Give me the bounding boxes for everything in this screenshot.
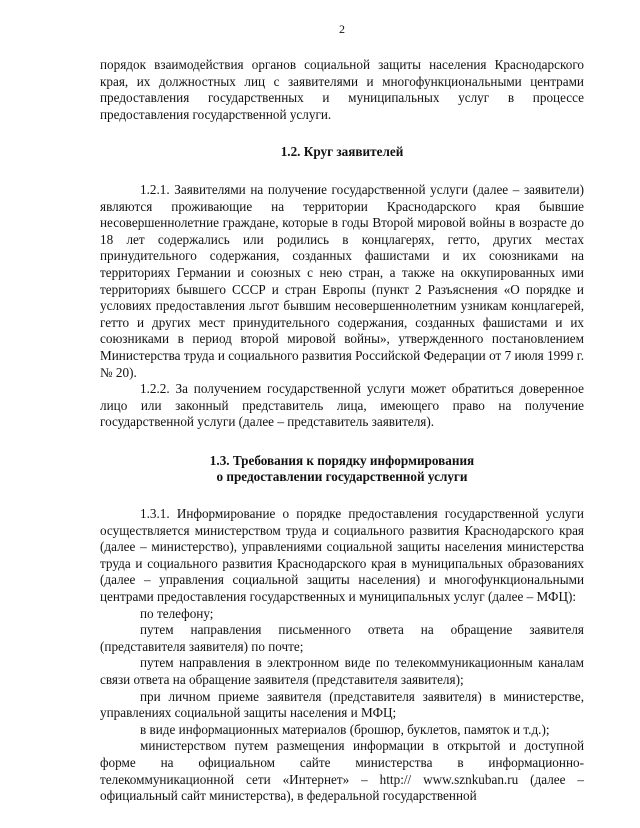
section-1-2-heading: 1.2. Круг заявителей (280, 144, 404, 160)
paragraph-1-3-1: 1.3.1. Информирование о порядке предоставления государственной услуги осуществляется министерством труда и социального развития Краснодарского края (далее – министерство), управлениями социальной защиты населения министерства труда и социального развития Краснодарского края в муниципальных образованиях (далее – управления социальной защиты населения) и многофункциональными центрами предоставления государственных и муниципальных услуг (далее – МФЦ): (100, 506, 584, 605)
list-item: путем направления письменного ответа на обращение заявителя (представителя заявителя) по почте; (100, 622, 584, 654)
list-item: по телефону; (140, 605, 214, 621)
list-item: в виде информационных материалов (брошюр, буклетов, памяток и т.д.); (140, 721, 550, 737)
paragraph-1-2-1: 1.2.1. Заявителями на получение государственной услуги (далее – заявители) являются проживающие на территории Краснодарского края бывшие несовершеннолетние граждане, которые в годы Второй мировой войны в возрасте до 18 лет содержались или родились в концлагерях, гетто, других местах принудительного содержания, созданных фашистами и их союзниками на территориях Германии и союзных с нею стран, а также на оккупированных ими территориях бывшего СССР и стран Европы (пункт 2 Разъяснения «О порядке и условиях предоставления льгот бывшим несовершеннолетним узникам концлагерей, гетто и других мест принудительного содержания, созданных фашистами и их союзниками в период второй мировой войны», утвержденного постановлением Министерства труда и социального развития Российской Федерации от 7 июля 1999 г. № 20). (100, 181, 584, 380)
list-item: путем направления в электронном виде по телекоммуникационным каналам связи ответа на обращение заявителя (представителя заявителя); (100, 655, 584, 687)
section-1-3-heading-line2: о предоставлении государственной услуги (216, 469, 468, 485)
list-item: при личном приеме заявителя (представителя заявителя) в министерстве, управлениях социальной защиты населения и МФЦ; (100, 688, 584, 721)
page-number: 2 (339, 22, 345, 36)
paragraph-1-2-2: 1.2.2. За получением государственной услуги может обратиться доверенное лицо или законный представитель лица, имеющего право на получение государственной услуги (далее – представитель заявителя). (100, 381, 584, 430)
information-methods-list (100, 606, 584, 805)
list-item: министерством путем размещения информации в открытой и доступной форме на официальном сайте министерства в информационно-телекоммуникационной сети «Интернет» – http:// www.sznkuban.ru (далее – официальный сайт министерства), в федеральной государственной (100, 738, 584, 804)
section-1-3-heading-line1: 1.3. Требования к порядку информирования (209, 452, 475, 468)
intro-paragraph: порядок взаимодействия органов социальной защиты населения Краснодарского края, их должностных лиц с заявителями и многофункциональными центрами предоставления государственных и муниципальных услуг в процессе предоставления государственной услуги. (100, 57, 584, 122)
